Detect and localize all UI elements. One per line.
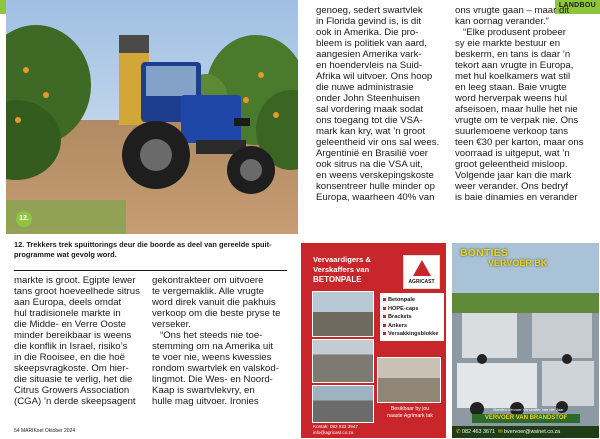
photo-number-badge: 12. xyxy=(16,211,32,227)
text-column-4 xyxy=(455,5,595,203)
text-column-1 xyxy=(14,275,149,407)
agricast-title xyxy=(301,255,396,285)
text-line: met hul koelkamers wat stil xyxy=(455,71,571,82)
bonties-advert xyxy=(452,243,599,438)
text-line: Kaap is swartvlekvry, en xyxy=(152,385,255,396)
bullet-icon xyxy=(383,307,386,310)
text-line: die nuwe administrasie xyxy=(316,82,414,93)
text-line: ons vrugte gaan – maar dit xyxy=(455,5,570,16)
agricast-photo-stacks xyxy=(312,385,374,423)
text-line: afseisoen, maar hulle het nie xyxy=(455,104,578,115)
bonties-subtitle: VERVOER BK xyxy=(488,258,548,268)
text-line: ook sitrus na die VSA uit, xyxy=(316,159,423,170)
text-line: “Elke produsent probeer xyxy=(455,27,566,38)
text-line: stemming om na Amerika uit xyxy=(152,341,274,352)
phone-icon: ✆ xyxy=(456,429,461,435)
text-line: minder bereikbaar is weens xyxy=(14,330,132,341)
text-line: verkoop om die beste pryse te xyxy=(152,308,281,319)
text-line: ook in Amerika. Die pro- xyxy=(316,27,419,38)
text-line: Afrika wil uitvoer. Ons hoop xyxy=(316,71,433,82)
email-icon: ✉ xyxy=(498,429,503,435)
agricast-contact xyxy=(313,424,375,436)
text-line: skeepsvragkoste. Om hier- xyxy=(14,363,129,374)
tractor-photo-graphic xyxy=(6,0,298,234)
bullet-icon xyxy=(383,332,386,335)
text-line: beskerm, en tans is daar ’n xyxy=(455,49,571,60)
text-line: hul tradisionele markte in xyxy=(14,308,121,319)
text-line: word direk vanuit die pakhuis xyxy=(152,297,276,308)
text-line: die Midde- en Verre Ooste xyxy=(14,319,126,330)
agricast-phone: Kontak: 082 933 3947 xyxy=(313,424,358,429)
text-column-3 xyxy=(316,5,448,203)
text-line: voorraad is uitgeput, wat ’n xyxy=(455,148,570,159)
bonties-title: BONTIES xyxy=(460,247,509,259)
text-line: word herverpak weens hul xyxy=(455,93,567,104)
agricast-title-line1: Vervaardigers & xyxy=(313,255,371,264)
agricast-cta-line2: naaste Agrimark tak xyxy=(387,413,433,419)
text-line: “Ons het steeds nie toe- xyxy=(152,330,263,341)
agricast-product-list xyxy=(380,293,444,341)
bullet-icon xyxy=(383,324,386,327)
agricast-product: Betonpale xyxy=(383,296,441,305)
text-line: ons toegang tot die VSA- xyxy=(316,115,423,126)
agricast-logo-mark xyxy=(413,260,431,276)
text-line: mark kan kry, wat ’n groot xyxy=(316,126,426,137)
text-line: en weens verskepingskoste xyxy=(316,170,434,181)
text-column-2 xyxy=(152,275,292,407)
text-line: genoeg, sedert swartvlek xyxy=(316,5,423,16)
bullet-icon xyxy=(383,298,386,301)
caption-divider xyxy=(14,270,287,271)
agricast-title-line3: BETONPALE xyxy=(313,275,362,284)
text-line: tekort aan vrugte in Europa, xyxy=(455,60,574,71)
text-line: en hoendervleis na Suid- xyxy=(316,60,423,71)
section-tag-right: LANDBOU xyxy=(555,0,600,14)
agricast-advert xyxy=(301,243,446,438)
agricast-logo xyxy=(403,255,440,289)
text-line: te voer nie, weens kwessies xyxy=(152,352,272,363)
text-line: hulle mag uitvoer. Ironies xyxy=(152,396,259,407)
text-line: groot geleentheid misloop. xyxy=(455,159,568,170)
text-line: rondom swartvlek en valskod- xyxy=(152,363,279,374)
text-line: kan oornag verander.” xyxy=(455,16,549,27)
text-line: bleem is politiek van aard, xyxy=(316,38,427,49)
text-line: Volgende jaar kan die mark xyxy=(455,170,572,181)
bonties-contacts xyxy=(452,426,599,438)
text-line: die situasie te verlig, het die xyxy=(14,374,133,385)
bonties-tagline: Bonties Vervoer Verskaffer van die Jaar xyxy=(493,407,564,412)
text-line: markte is groot. Egipte lewer xyxy=(14,275,136,286)
text-line: Argentinië en Brasilië voer xyxy=(316,148,428,159)
text-line: teen €30 per karton, maar ons xyxy=(455,137,584,148)
text-line: die konflik in Israel, risiko’s xyxy=(14,341,128,352)
text-line: en leeg staan. Baie vrugte xyxy=(455,82,567,93)
bonties-banner: VERVOER VAN BRANDSTOF xyxy=(472,414,580,423)
text-line: lingmot. Die Wes- en Noord- xyxy=(152,374,273,385)
bonties-phone: 082 463 3671 xyxy=(462,429,496,435)
page-footer: 54 MARIKoel Oktober 2024 xyxy=(14,428,76,434)
agricast-availability xyxy=(379,406,441,420)
agricast-product: HOPE-caps xyxy=(383,305,441,314)
photo-caption: 12. Trekkers trek spuittorings deur die boorde as deel van gereelde spuit-programme wat gevolg word. xyxy=(14,240,272,259)
text-line: sy eie markte bestuur en xyxy=(455,38,561,49)
text-line: Citrus Growers Association xyxy=(14,385,130,396)
text-line: Europa, waarheen 40% van xyxy=(316,192,435,203)
bonties-email: bvervoer@wsinet.co.za xyxy=(504,429,561,435)
text-line: in Florida gevind is, is dit xyxy=(316,16,422,27)
text-line: te vergemaklik. Alle vrugte xyxy=(152,286,264,297)
text-line: onder John Steenhuisen xyxy=(316,93,421,104)
text-line: aan Europa, deels omdat xyxy=(14,297,122,308)
agricast-title-line2: Verskaffers van xyxy=(313,265,370,274)
text-line: vrugte om te verpak nie. Ons xyxy=(455,115,579,126)
agricast-product: Ankers xyxy=(383,322,441,331)
agricast-photo-trucks xyxy=(312,291,374,337)
text-line: verseker. xyxy=(152,319,191,330)
text-line: suurlemoene verkoop tans xyxy=(455,126,569,137)
tractor-photo xyxy=(6,0,298,234)
agricast-product: Brackets xyxy=(383,313,441,322)
agricast-logo-text: AGRICAST xyxy=(408,279,435,285)
text-line: (CGA) ’n derde skeepsagent xyxy=(14,396,136,407)
text-line: gekontrakteer om uitvoere xyxy=(152,275,264,286)
agricast-email: info@agricast.co.za xyxy=(313,430,354,435)
text-line: weer verander. Ons bedryf xyxy=(455,181,569,192)
text-line: in die Rooisee, en die hoë xyxy=(14,352,125,363)
text-line: aangesien Amerika vark- xyxy=(316,49,422,60)
text-line: tans groot hoeveelhede sitrus xyxy=(14,286,140,297)
agricast-photo-workers xyxy=(377,357,441,403)
text-line: sal vordering maak sodat xyxy=(316,104,424,115)
agricast-cta-line1: Besikbaar by jou xyxy=(390,406,430,412)
text-line: geleentheid vir ons sal wees. xyxy=(316,137,440,148)
agricast-product: Versakkingsblokke xyxy=(383,330,441,339)
bullet-icon xyxy=(383,315,386,318)
agricast-photo-yard xyxy=(312,339,374,383)
text-line: is baie dinamies en verander xyxy=(455,192,578,203)
text-line: konsentreer hulle minder op xyxy=(316,181,435,192)
